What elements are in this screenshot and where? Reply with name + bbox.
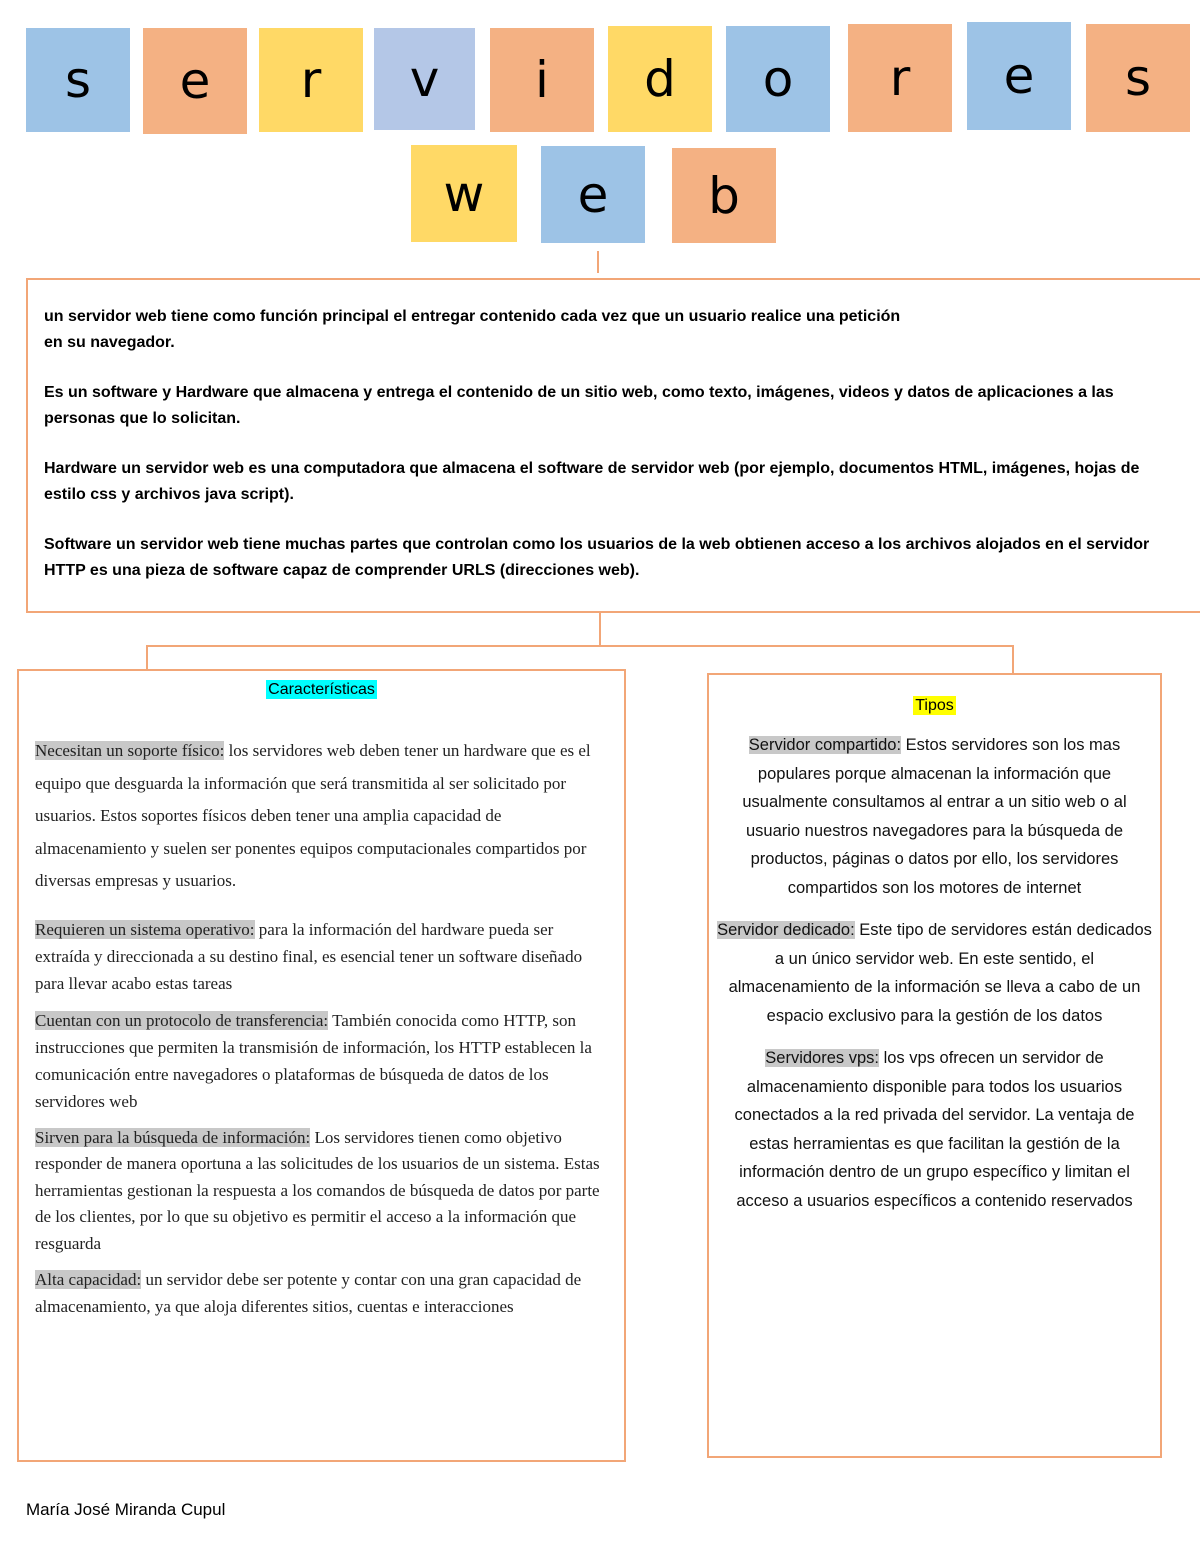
- caracteristica-item: Requieren un sistema operativo: para la información del hardware pueda ser extraída y direccionada a su destino final, es esencial tener un software diseñado para llevar acabo estas tareas: [35, 919, 583, 993]
- letter-tile: o: [726, 26, 830, 132]
- letter-tile: e: [541, 146, 645, 243]
- letter-tile: s: [26, 28, 130, 132]
- intro-paragraph: un servidor web tiene como función principal el entregar contenido cada vez que un usuario realice una petición en su navegador.: [44, 308, 901, 351]
- caracteristica-item: Sirven para la búsqueda de información: Los servidores tienen como objetivo responder de manera oportuna a las solicitudes de los usuarios de un sistema. Estas herramientas gestionan la respuesta a los comandos de búsqueda de datos por parte de los clientes, por lo que su objetivo es permitir el acceso a la información que resguarda: [35, 1127, 600, 1253]
- connector-intro-down: [599, 613, 601, 646]
- connector-left-down: [146, 645, 148, 669]
- caracteristicas-heading: Características: [268, 681, 375, 698]
- letter-tile: e: [967, 22, 1071, 130]
- caracteristica-item: Necesitan un soporte físico: los servidores web deben tener un hardware que es el equipo que desguarda la información que será transmitida al ser solicitado por usuarios. Estos soportes físicos deben tener una amplia capacidad de almacenamiento y suelen ser ponentes equipos computacionales compartidos por diversas empresas y usuarios.: [35, 741, 591, 890]
- letter-tile: b: [672, 148, 776, 243]
- tipos-box: [707, 673, 1162, 1458]
- tipo-item: Servidores vps: los vps ofrecen un servidor de almacenamiento disponible para todos los usuarios conectados a la red privada del servidor. La ventaja de estas herramientas es que facilitan la gestión de la información dentro de un grupo específico y limitan el acceso a usuarios específicos a contenido reservados: [734, 1049, 1135, 1210]
- intro-paragraph: Software un servidor web tiene muchas partes que controlan como los usuarios de la web obtienen acceso a los archivos alojados en el servidor HTTP es una pieza de software capaz de comprender URLS (direcciones web).: [44, 536, 1150, 579]
- caracteristica-item: Cuentan con un protocolo de transferencia: También conocida como HTTP, son instrucciones que permiten la transmisión de información, los HTTP establecen la comunicación entre navegadores o plataformas de búsqueda de datos de los servidores web: [35, 1010, 592, 1111]
- letter-tile: e: [143, 28, 247, 134]
- caracteristicas-box: [17, 669, 626, 1462]
- intro-box: [26, 278, 1200, 613]
- letter-tile: v: [374, 28, 475, 130]
- author-name: María José Miranda Cupul: [26, 1500, 226, 1519]
- caracteristica-item: Alta capacidad: un servidor debe ser potente y contar con una gran capacidad de almacenamiento, ya que aloja diferentes sitios, cuentas e interacciones: [35, 1270, 582, 1316]
- tipo-item: Servidor compartido: Estos servidores son los mas populares porque almacenan la información que usualmente consultamos al entrar a un sitio web o al usuario nuestros navegadores para la búsqueda de productos, páginas o datos por ello, los servidores compartidos son los motores de internet: [742, 736, 1127, 897]
- intro-paragraph: Hardware un servidor web es una computadora que almacena el software de servidor web (por ejemplo, documentos HTML, imágenes, hojas de estilo css y archivos java script).: [44, 460, 1140, 503]
- letter-tile: r: [259, 28, 363, 132]
- tipo-item: Servidor dedicado: Este tipo de servidores están dedicados a un único servidor web. En este sentido, el almacenamiento de la información se lleva a cabo de un espacio exclusivo para la gestión de los datos: [717, 921, 1152, 1025]
- letter-tile: r: [848, 24, 952, 132]
- letter-tile: i: [490, 28, 594, 132]
- letter-tile: d: [608, 26, 712, 132]
- connector-horizontal: [146, 645, 1014, 647]
- connector-title-to-intro: [597, 251, 599, 273]
- intro-paragraph: Es un software y Hardware que almacena y entrega el contenido de un sitio web, como texto, imágenes, videos y datos de aplicaciones a las personas que lo solicitan.: [44, 384, 1114, 427]
- letter-tile: s: [1086, 24, 1190, 132]
- letter-tile: w: [411, 145, 517, 242]
- tipos-heading: Tipos: [915, 697, 954, 714]
- connector-right-down: [1012, 645, 1014, 673]
